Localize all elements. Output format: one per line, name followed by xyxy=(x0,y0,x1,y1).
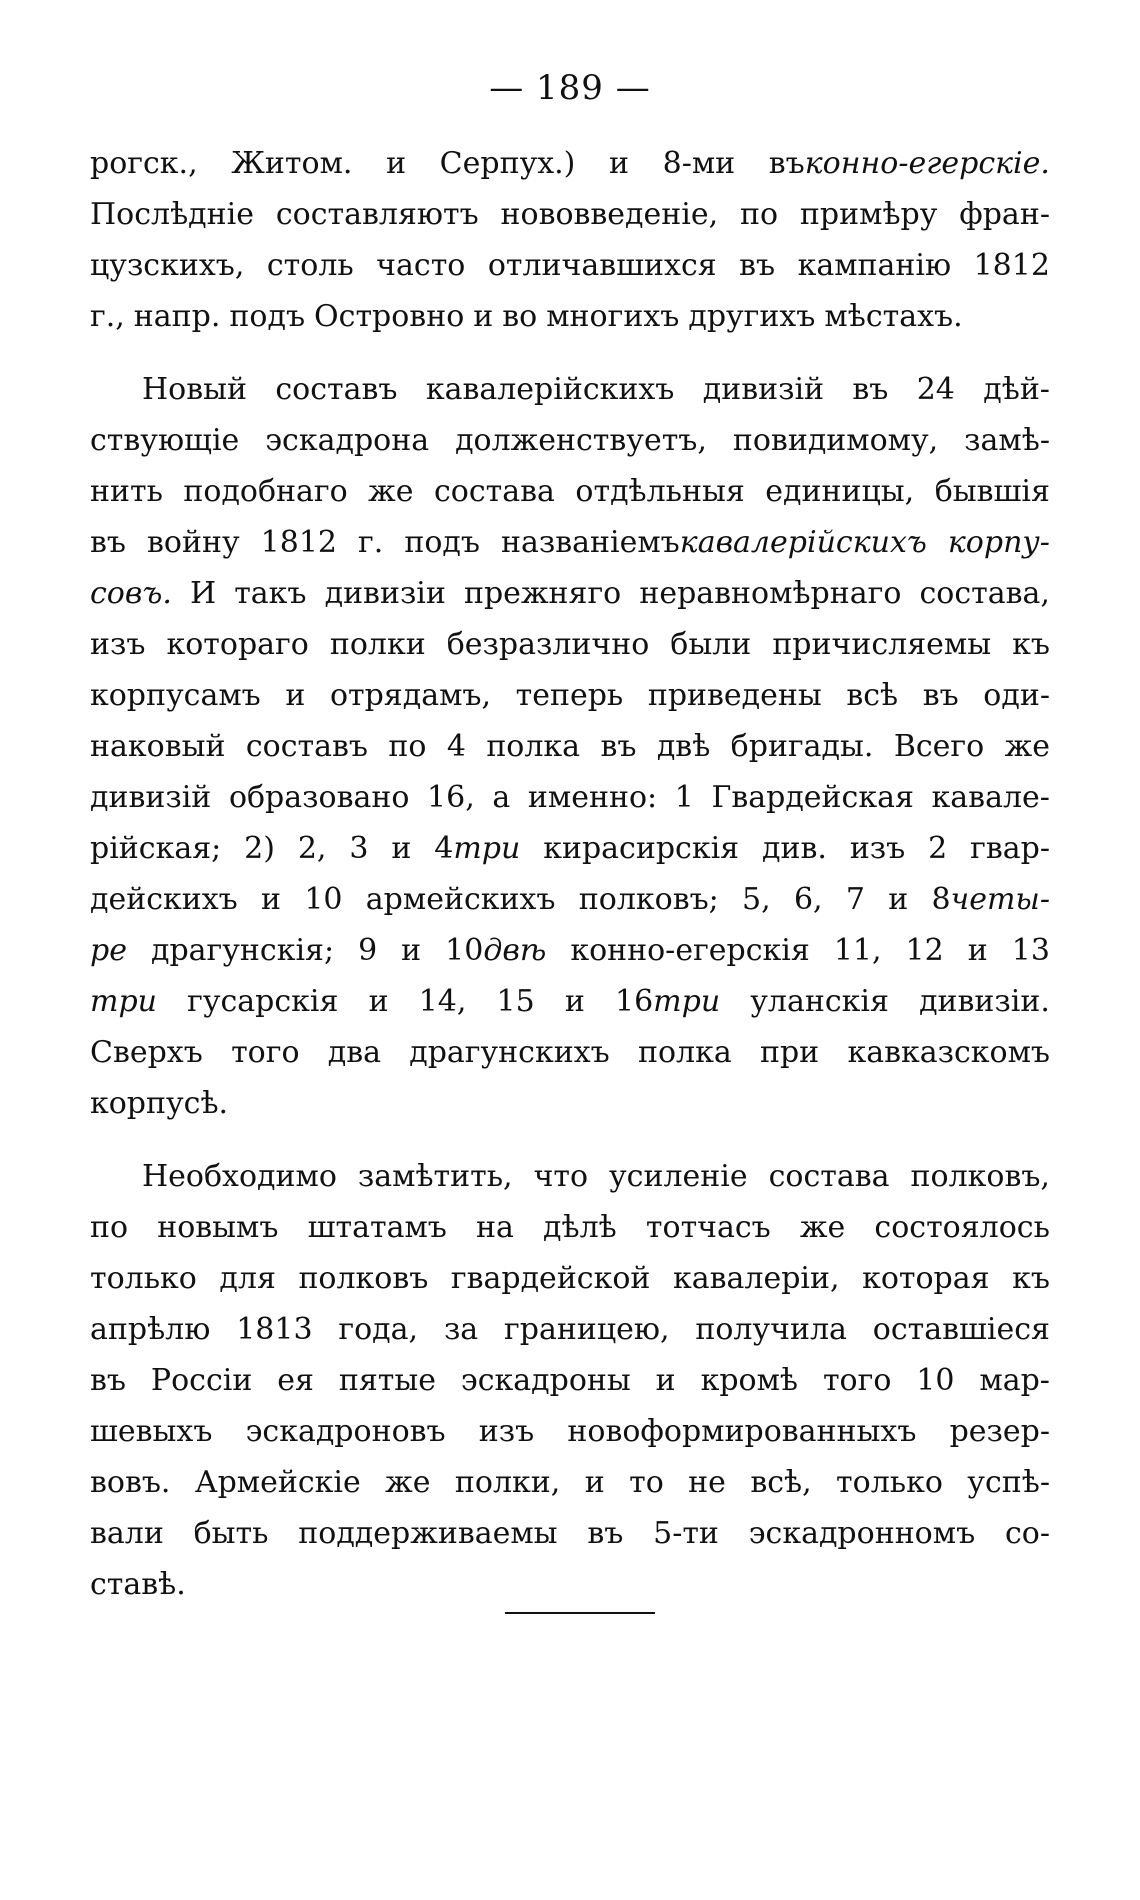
word: 10 xyxy=(304,882,343,917)
word: 2, xyxy=(297,831,327,866)
text-line xyxy=(90,1559,1050,1610)
word: 9 xyxy=(358,933,378,968)
word: быть xyxy=(193,1516,269,1551)
word: же xyxy=(385,1465,431,1500)
word: и xyxy=(655,1363,676,1398)
word: при xyxy=(759,1035,820,1070)
word: мѣстахъ. xyxy=(824,299,963,334)
word: кавале- xyxy=(931,780,1050,815)
word: напр. xyxy=(133,299,221,334)
word: названіемъкавалерійскихъ xyxy=(500,525,927,560)
end-rule xyxy=(505,1612,655,1614)
text-line xyxy=(90,925,1050,976)
word: кампанію xyxy=(797,248,952,283)
word: и xyxy=(285,678,306,713)
word: И xyxy=(189,576,217,611)
word: повидимому, xyxy=(732,423,939,458)
word: 15 xyxy=(496,984,535,1019)
word: войну xyxy=(147,525,240,560)
word: Россіи xyxy=(150,1363,253,1398)
word: Серпух.) xyxy=(439,146,576,181)
word: прежняго xyxy=(463,576,622,611)
word: гвар- xyxy=(970,831,1050,866)
word: часто xyxy=(376,248,466,283)
word: Необходимо xyxy=(142,1159,337,1194)
word: въ xyxy=(90,1363,126,1398)
word: 2) xyxy=(244,831,275,866)
text-line xyxy=(90,1457,1050,1508)
word: состава xyxy=(768,1159,890,1194)
word: гвардейской xyxy=(450,1261,651,1296)
word: полки xyxy=(329,627,426,662)
word: и xyxy=(564,984,585,1019)
word: г., xyxy=(90,299,125,334)
word: только xyxy=(836,1465,943,1500)
word: причисляемы xyxy=(772,627,992,662)
word: гусарскія xyxy=(187,984,339,1019)
word: въ xyxy=(90,525,126,560)
word: замѣтить, xyxy=(357,1159,513,1194)
word: див. xyxy=(762,831,827,866)
word: вали xyxy=(90,1516,164,1551)
word: и xyxy=(473,299,494,334)
word: получила xyxy=(695,1312,847,1347)
word: бывшія xyxy=(934,474,1050,509)
word: усиленіе xyxy=(609,1159,748,1194)
word: эскадроновъ xyxy=(245,1414,446,1449)
word: столь xyxy=(266,248,354,283)
word: 8-ми xyxy=(662,146,736,181)
word: тотчасъ xyxy=(645,1210,771,1245)
word: 16три xyxy=(614,984,721,1019)
word: фран- xyxy=(959,197,1050,232)
word: новымъ xyxy=(157,1210,279,1245)
word: полка xyxy=(486,729,581,764)
word: изъ xyxy=(90,627,146,662)
text-line xyxy=(90,364,1050,415)
word: по xyxy=(740,197,779,232)
word: года, xyxy=(338,1312,419,1347)
text-line xyxy=(90,240,1050,291)
word: 3 xyxy=(349,831,369,866)
word: уланскія xyxy=(750,984,889,1019)
text-line xyxy=(90,1202,1050,1253)
text-line xyxy=(90,670,1050,721)
word: составъ xyxy=(275,372,398,407)
text-line xyxy=(90,1304,1050,1355)
word: изъ xyxy=(478,1414,535,1449)
word: которая xyxy=(862,1261,990,1296)
word: то xyxy=(629,1465,664,1500)
text-line xyxy=(90,138,1050,189)
word: со- xyxy=(1004,1516,1050,1551)
word: мар- xyxy=(979,1363,1050,1398)
body-text xyxy=(90,138,1050,1610)
word: успѣ- xyxy=(967,1465,1050,1500)
word: кромѣ xyxy=(700,1363,799,1398)
word: нить xyxy=(90,474,163,509)
word: пятые xyxy=(338,1363,436,1398)
word: по xyxy=(90,1210,129,1245)
word: дивизій xyxy=(90,780,212,815)
word: 24 xyxy=(916,372,955,407)
word: рогск., xyxy=(90,146,198,181)
word: кирасирскія xyxy=(543,831,740,866)
word: кавказскомъ xyxy=(847,1035,1050,1070)
word: драгунскихъ xyxy=(409,1035,610,1070)
word: 7 xyxy=(845,882,865,917)
word: что xyxy=(533,1159,589,1194)
word: Послѣдніе xyxy=(90,197,254,232)
word: всѣ, xyxy=(750,1465,812,1500)
text-line xyxy=(90,1508,1050,1559)
word: и xyxy=(609,146,629,181)
word: 11, xyxy=(833,933,882,968)
text-line xyxy=(90,1078,1050,1129)
word: такъ xyxy=(234,576,307,611)
word: полки, xyxy=(454,1465,561,1500)
word: 1812 xyxy=(260,525,337,560)
word: долженствуетъ, xyxy=(455,423,707,458)
word: драгунскія; xyxy=(150,933,335,968)
word: ре xyxy=(90,933,127,968)
word: подобнаго xyxy=(183,474,348,509)
word: дѣй- xyxy=(983,372,1050,407)
word: состава xyxy=(434,474,555,509)
word: 12 xyxy=(905,933,944,968)
word: отдѣльныя xyxy=(575,474,745,509)
paragraph-gap xyxy=(90,1129,1050,1151)
word: 2 xyxy=(928,831,948,866)
word: наковый xyxy=(90,729,226,764)
word: апрѣлю xyxy=(90,1312,211,1347)
word: въ xyxy=(587,1516,624,1551)
word: новоформированныхъ xyxy=(567,1414,917,1449)
word: цузскихъ, xyxy=(90,248,245,283)
word: бригады. xyxy=(730,729,874,764)
paragraph-gap xyxy=(90,342,1050,364)
text-line xyxy=(90,189,1050,240)
text-line xyxy=(90,517,1050,568)
word: оди- xyxy=(983,678,1050,713)
text-line xyxy=(90,415,1050,466)
word: не xyxy=(688,1465,726,1500)
word: на xyxy=(476,1210,514,1245)
word: подъ xyxy=(404,525,480,560)
word: 8четы- xyxy=(931,882,1050,917)
text-line xyxy=(90,619,1050,670)
word: всѣ xyxy=(846,678,899,713)
word: ставѣ. xyxy=(90,1567,186,1602)
word: другихъ xyxy=(688,299,816,334)
word: полковъ, xyxy=(910,1159,1050,1194)
text-line xyxy=(90,291,1050,342)
text-line xyxy=(90,1406,1050,1457)
word: штатамъ xyxy=(307,1210,447,1245)
word: и xyxy=(888,882,909,917)
word: нововведеніе, xyxy=(500,197,719,232)
word: и xyxy=(261,882,282,917)
paragraph xyxy=(90,364,1050,1129)
word: рійская; xyxy=(90,831,222,866)
word: дѣлѣ xyxy=(543,1210,617,1245)
word: конно-егерскія xyxy=(570,933,810,968)
word: по xyxy=(388,729,427,764)
word: составъ xyxy=(245,729,368,764)
word: дейскихъ xyxy=(90,882,238,917)
word: 4три xyxy=(434,831,521,866)
word: 1812 xyxy=(973,248,1050,283)
word: образовано xyxy=(228,780,410,815)
word: корпу- xyxy=(947,525,1050,560)
word: два xyxy=(327,1035,381,1070)
word: эскадрона xyxy=(265,423,430,458)
word: армейскихъ xyxy=(365,882,556,917)
word: поддерживаемы xyxy=(298,1516,558,1551)
word: полковъ xyxy=(298,1261,429,1296)
word: три xyxy=(90,984,157,1019)
word: единицы, xyxy=(765,474,915,509)
text-line xyxy=(90,874,1050,925)
word: къ xyxy=(1012,1261,1050,1296)
word: резер- xyxy=(949,1414,1050,1449)
word: корпусѣ. xyxy=(90,1086,229,1121)
word: для xyxy=(219,1261,276,1296)
word: теперь xyxy=(515,678,624,713)
page-number: — 189 — xyxy=(489,68,651,108)
word: подъ xyxy=(229,299,306,334)
word: и xyxy=(967,933,988,968)
word: ствующіе xyxy=(90,423,240,458)
word: Новый xyxy=(142,372,247,407)
word: эскадронномъ xyxy=(748,1516,976,1551)
word: именно: xyxy=(527,780,658,815)
word: отрядамъ, xyxy=(329,678,492,713)
text-line xyxy=(90,1253,1050,1304)
word: дивизіи. xyxy=(919,984,1050,1019)
word: 10двѣ xyxy=(445,933,547,968)
word: 4 xyxy=(446,729,466,764)
word: были xyxy=(670,627,752,662)
word: къ xyxy=(1012,627,1050,662)
word: 5, xyxy=(742,882,771,917)
text-line xyxy=(90,976,1050,1027)
word: составляютъ xyxy=(275,197,479,232)
word: и xyxy=(401,933,422,968)
word: безразлично xyxy=(446,627,650,662)
text-line xyxy=(90,568,1050,619)
word: и xyxy=(368,984,389,1019)
word: и xyxy=(386,146,407,181)
word: же xyxy=(1004,729,1050,764)
word: шевыхъ xyxy=(90,1414,213,1449)
word: 5-ти xyxy=(653,1516,719,1551)
word: вовъ. xyxy=(90,1465,171,1500)
word: Островно xyxy=(314,299,465,334)
word: границею, xyxy=(504,1312,670,1347)
word: и xyxy=(584,1465,605,1500)
text-line xyxy=(90,721,1050,772)
word: того xyxy=(231,1035,300,1070)
word: 10 xyxy=(916,1363,955,1398)
word: полковъ; xyxy=(578,882,719,917)
text-line xyxy=(90,1027,1050,1078)
word: въ xyxy=(922,678,959,713)
word: же xyxy=(368,474,414,509)
word: 1813 xyxy=(236,1312,313,1347)
word: полка xyxy=(637,1035,732,1070)
word: неравномѣрнаго xyxy=(639,576,902,611)
word: кавалерійскихъ xyxy=(425,372,675,407)
word: многихъ xyxy=(546,299,680,334)
word: изъ xyxy=(849,831,906,866)
word: за xyxy=(443,1312,479,1347)
word: кавалеріи, xyxy=(672,1261,840,1296)
word: оставшіеся xyxy=(872,1312,1050,1347)
word: состоялось xyxy=(874,1210,1050,1245)
word: 6, xyxy=(793,882,823,917)
text-line xyxy=(90,1151,1050,1202)
word: и xyxy=(391,831,412,866)
word: въ xyxy=(600,729,637,764)
word: приведены xyxy=(647,678,822,713)
word: во xyxy=(502,299,538,334)
word: ея xyxy=(277,1363,314,1398)
word: 14, xyxy=(418,984,467,1019)
word: въ xyxy=(739,248,776,283)
word: замѣ- xyxy=(964,423,1050,458)
word: г. xyxy=(358,525,384,560)
word: 16, xyxy=(427,780,475,815)
word: того xyxy=(822,1363,892,1398)
word: въконно-егерскіе. xyxy=(768,146,1050,181)
word: только xyxy=(90,1261,197,1296)
word: примѣру xyxy=(799,197,938,232)
text-line xyxy=(90,1355,1050,1406)
text-line xyxy=(90,772,1050,823)
word: котораго xyxy=(166,627,309,662)
word: 1 xyxy=(674,780,694,815)
word: 13 xyxy=(1011,933,1050,968)
word: Всего xyxy=(893,729,985,764)
paragraph xyxy=(90,1151,1050,1610)
word: совъ. xyxy=(90,576,172,611)
word: Армейскіе xyxy=(194,1465,361,1500)
word: корпусамъ xyxy=(90,678,261,713)
word: Житом. xyxy=(231,146,353,181)
word: отличавшихся xyxy=(487,248,717,283)
word: эскадроны xyxy=(460,1363,631,1398)
word: двѣ xyxy=(656,729,711,764)
text-line xyxy=(90,466,1050,517)
word: состава, xyxy=(919,576,1050,611)
word: дивизій xyxy=(702,372,825,407)
word: Сверхъ xyxy=(90,1035,203,1070)
word: же xyxy=(799,1210,846,1245)
word: а xyxy=(492,780,511,815)
word: въ xyxy=(852,372,889,407)
paragraph xyxy=(90,138,1050,342)
word: Гвардейская xyxy=(711,780,914,815)
text-line xyxy=(90,823,1050,874)
word: дивизіи xyxy=(324,576,446,611)
